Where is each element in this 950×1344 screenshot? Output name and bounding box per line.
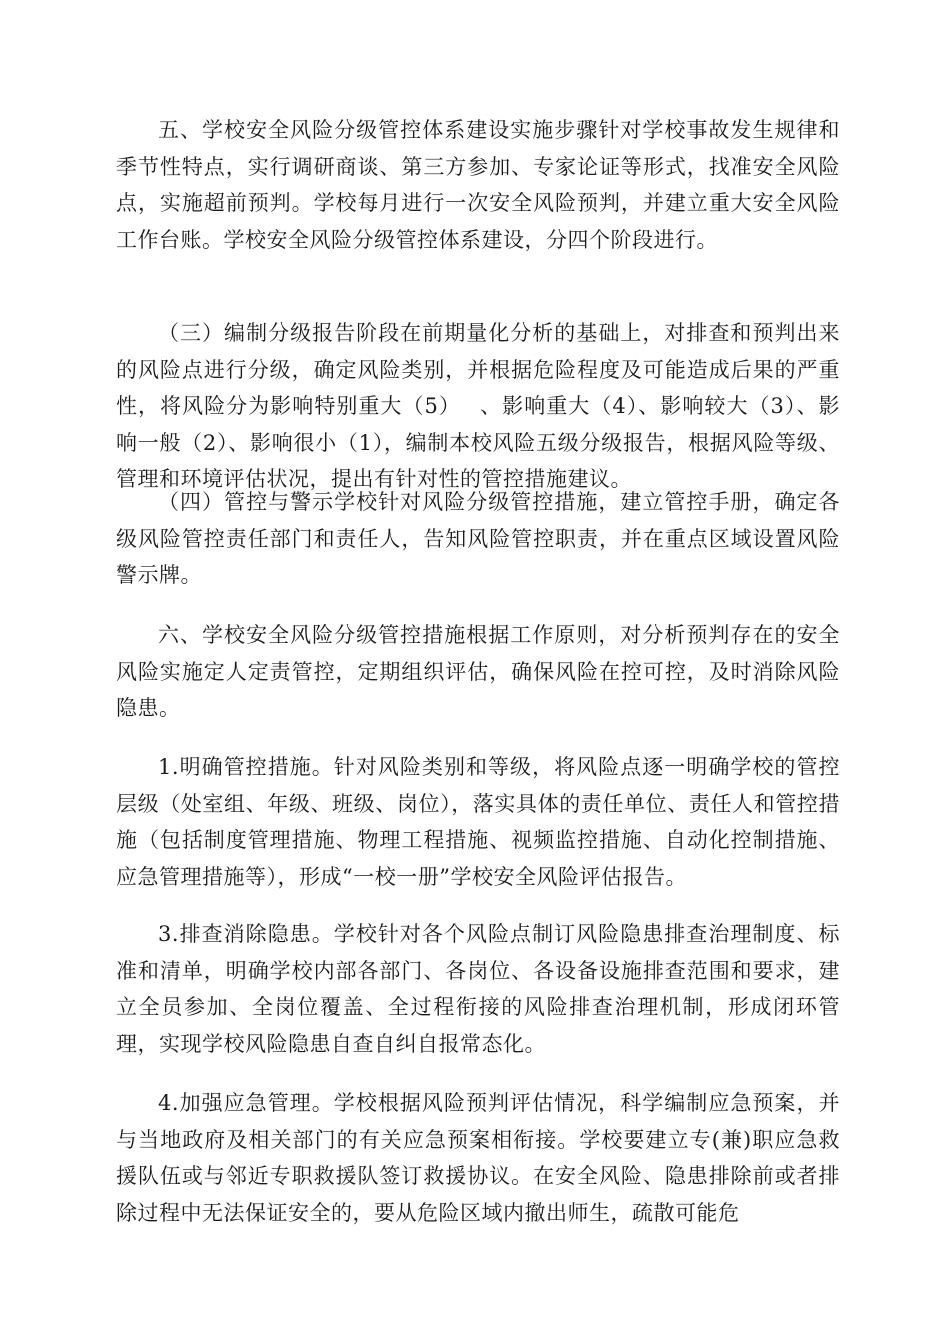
paragraph-section-five: 五、学校安全风险分级管控体系建设实施步骤针对学校事故发生规律和季节性特点，实行调研商谈、第三方参加、专家论证等形式，找准安全风险点，实施超前预判。学校每月进行一次安全风险预判，并建立重大安全风险工作台账。学校安全风险分级管控体系建设，分四个阶段进行。 [116, 118, 840, 252]
paragraph-grading-report: （三）编制分级报告阶段在前期量化分析的基础上，对排查和预判出来的风险点进行分级，确定风险类别，并根据危险程度及可能造成后果的严重性，将风险分为影响特别重大（5） 、影响重大（4）、影响较大（3）、影响一般（2）、影响很小（1），编制本校风险五级分级报告，根据风险等级、管理和环境评估状况，提出有针对性的管控措施建议。 [116, 321, 840, 491]
paragraph-section-six: 六、学校安全风险分级管控措施根据工作原则，对分析预判存在的安全风险实施定人定责管控，定期组织评估，确保风险在控可控，及时消除风险隐患。 [116, 623, 840, 720]
paragraph-item-1: 1.明确管控措施。针对风险类别和等级，将风险点逐一明确学校的管控层级（处室组、年级、班级、岗位），落实具体的责任单位、责任人和管控措施（包括制度管理措施、物理工程措施、视频监控措施、自动化控制措施、应急管理措施等），形成“一校一册”学校安全风险评估报告。 [116, 755, 840, 889]
paragraph-item-4: 4.加强应急管理。学校根据风险预判评估情况，科学编制应急预案，并与当地政府及相关部门的有关应急预案相衔接。学校要建立专(兼)职应急救援队伍或与邻近专职救援队签订救援协议。在安全风险、隐患排除前或者排除过程中无法保证安全的，要从危险区域内撤出师生，疏散可能危 [116, 1091, 840, 1225]
paragraph-item-3: 3.排查消除隐患。学校针对各个风险点制订风险隐患排查治理制度、标准和清单，明确学校内部各部门、各岗位、各设备设施排查范围和要求，建立全员参加、全岗位覆盖、全过程衔接的风险排查治理机制，形成闭环管理，实现学校风险隐患自查自纠自报常态化。 [116, 922, 840, 1056]
paragraph-control-warning: （四）管控与警示学校针对风险分级管控措施，建立管控手册，确定各级风险管控责任部门和责任人，告知风险管控职责，并在重点区域设置风险警示牌。 [116, 490, 840, 587]
